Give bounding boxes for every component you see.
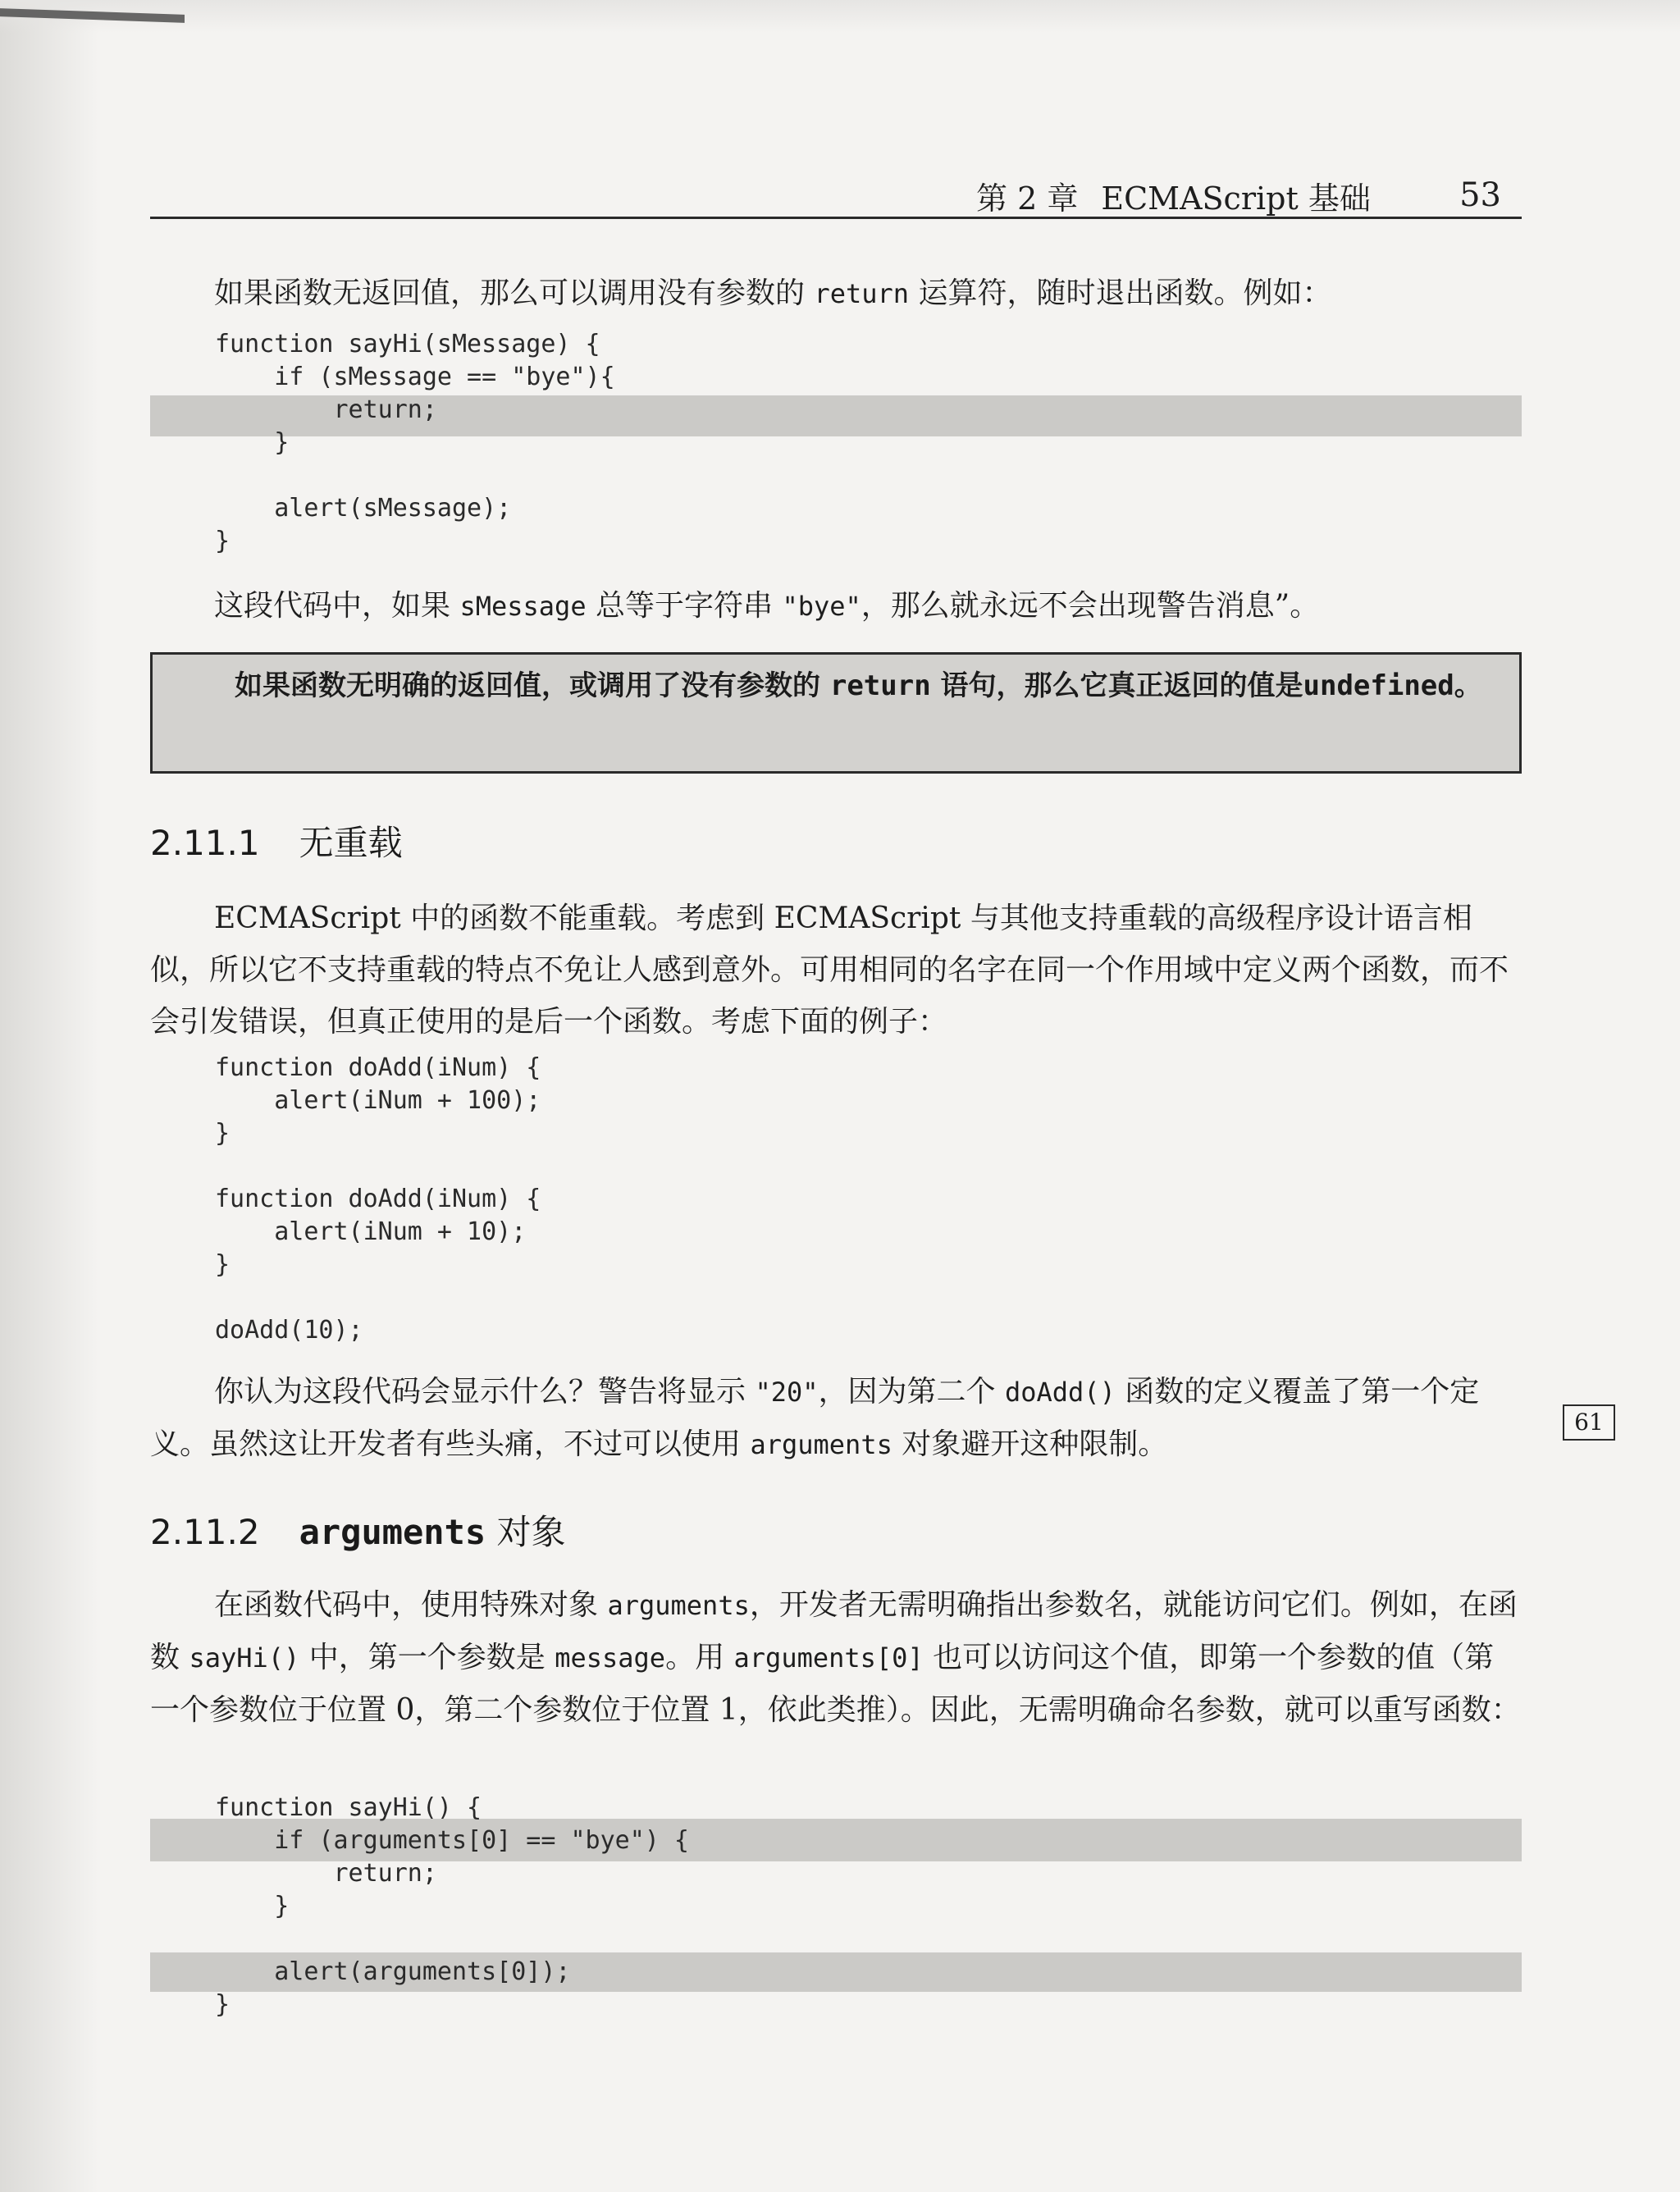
arguments-code-sayhi: sayHi() bbox=[189, 1642, 300, 1674]
note-text-2: 语句，那么它真正返回的值是 bbox=[930, 669, 1303, 702]
note-text bbox=[167, 660, 1504, 713]
code-line: doAdd(10); bbox=[215, 1316, 363, 1345]
code-line: if (sMessage == "bye"){ bbox=[215, 363, 615, 391]
note-callout bbox=[150, 652, 1522, 774]
margin-page-number: 61 bbox=[1563, 1404, 1615, 1441]
code-line: function sayHi(sMessage) { bbox=[215, 330, 600, 358]
section-heading-arguments bbox=[150, 1505, 566, 1555]
intro-code-return: return bbox=[814, 278, 910, 309]
section-number: 2.11.1 bbox=[150, 823, 260, 863]
code-line: } bbox=[215, 1250, 231, 1279]
code-line: } bbox=[215, 1119, 231, 1148]
code-line bbox=[215, 1281, 541, 1314]
override-code-20: "20" bbox=[755, 1377, 819, 1408]
header-rule bbox=[150, 217, 1522, 219]
arguments-code-index: arguments[0] bbox=[733, 1642, 924, 1674]
note-code-return: return bbox=[829, 669, 931, 702]
note-text-end: 。 bbox=[1454, 669, 1482, 702]
override-code-doadd: doAdd() bbox=[1004, 1377, 1116, 1408]
override-code-arguments: arguments bbox=[750, 1429, 892, 1460]
code-line: return; bbox=[215, 395, 437, 424]
code-line: } bbox=[215, 428, 290, 457]
intro-text-2: 运算符，随时退出函数。例如： bbox=[909, 276, 1332, 310]
arguments-code-1: arguments bbox=[607, 1590, 750, 1621]
explanation-text-1: 这段代码中，如果 bbox=[214, 589, 460, 623]
arguments-code-message: message bbox=[555, 1642, 666, 1674]
explanation-text-3: ，那么就永远不会出现警告消息”。 bbox=[861, 589, 1320, 623]
arguments-text-1: 在函数代码中，使用特殊对象 bbox=[214, 1588, 608, 1622]
section-title: 对象 bbox=[496, 1512, 566, 1552]
code-line: alert(iNum + 10); bbox=[215, 1217, 527, 1246]
code-line: } bbox=[215, 1892, 290, 1920]
override-text-3: 函数的定义覆盖了第一个定义。虽然这让开发者有些头痛，不过可以使用 bbox=[150, 1375, 1480, 1461]
explanation-code-bye: "bye" bbox=[782, 591, 861, 622]
code-line: alert(sMessage); bbox=[215, 494, 512, 523]
note-text-1: 如果函数无明确的返回值，或调用了没有参数的 bbox=[235, 669, 830, 702]
override-text-2: ，因为第二个 bbox=[818, 1375, 1005, 1409]
override-text-1: 你认为这段代码会显示什么？警告将显示 bbox=[214, 1375, 756, 1409]
page-top-shadow bbox=[0, 0, 1680, 33]
override-text-4: 对象避开这种限制。 bbox=[892, 1427, 1168, 1461]
overload-paragraph: ECMAScript 中的函数不能重载。考虑到 ECMAScript 与其他支持重载的高级程序设计语言相似，所以它不支持重载的特点不免让人感到意外。可用相同的名字在同一个作用域中定义两个函数，而不会引发错误，但真正使用的是后一个函数。考虑下面的例子： bbox=[150, 902, 1509, 1039]
code-line: if (arguments[0] == "bye") { bbox=[215, 1826, 689, 1855]
code-block-sayhi-arguments bbox=[215, 1792, 689, 2021]
intro-paragraph bbox=[150, 267, 1522, 320]
explanation-code-smessage: sMessage bbox=[459, 591, 587, 622]
section-title: 无重载 bbox=[299, 823, 403, 863]
chapter-title: ECMAScript 基础 bbox=[1101, 180, 1371, 217]
running-header bbox=[976, 174, 1501, 217]
section-code-arguments: arguments bbox=[299, 1512, 486, 1552]
code-line: function doAdd(iNum) { bbox=[215, 1053, 541, 1082]
note-code-undefined: undefined bbox=[1303, 669, 1454, 702]
code-line: } bbox=[215, 1990, 231, 2019]
page-gutter-shadow bbox=[0, 0, 98, 2192]
section-heading-no-overload bbox=[150, 816, 403, 865]
arguments-text-4: 。用 bbox=[665, 1641, 734, 1674]
arguments-paragraph bbox=[150, 1579, 1522, 1736]
arguments-text-2: ，开发者无需明确指出参数名，就能访问它们。例如，在函数 bbox=[150, 1588, 1518, 1674]
code-line bbox=[215, 1923, 689, 1956]
chapter-label: 第 2 章 bbox=[976, 180, 1079, 217]
code-line: function doAdd(iNum) { bbox=[215, 1185, 541, 1213]
code-block-doadd bbox=[215, 1052, 541, 1347]
section-number: 2.11.2 bbox=[150, 1512, 260, 1552]
code-line: } bbox=[215, 527, 231, 555]
intro-text-1: 如果函数无返回值，那么可以调用没有参数的 bbox=[214, 276, 815, 310]
explanation-text-2: 总等于字符串 bbox=[586, 589, 783, 623]
arguments-text-3: 中，第一个参数是 bbox=[299, 1641, 555, 1674]
code-block-sayhi bbox=[215, 328, 615, 558]
arguments-text-5: 也可以访问这个值，即第一个参数的值（第一个参数位于位置 0，第二个参数位于位置 1，依此类推）。因此，无需明确命名参数，就可以重写函数： bbox=[150, 1641, 1521, 1727]
code-line bbox=[215, 1150, 541, 1183]
code-line bbox=[215, 459, 615, 492]
code-line: return; bbox=[215, 1859, 437, 1888]
page-number: 53 bbox=[1459, 176, 1501, 214]
code-line: function sayHi() { bbox=[215, 1793, 482, 1822]
code-line: alert(iNum + 100); bbox=[215, 1086, 541, 1115]
explanation-paragraph bbox=[150, 580, 1522, 632]
override-paragraph bbox=[150, 1366, 1522, 1471]
code-line: alert(arguments[0]); bbox=[215, 1957, 571, 1986]
